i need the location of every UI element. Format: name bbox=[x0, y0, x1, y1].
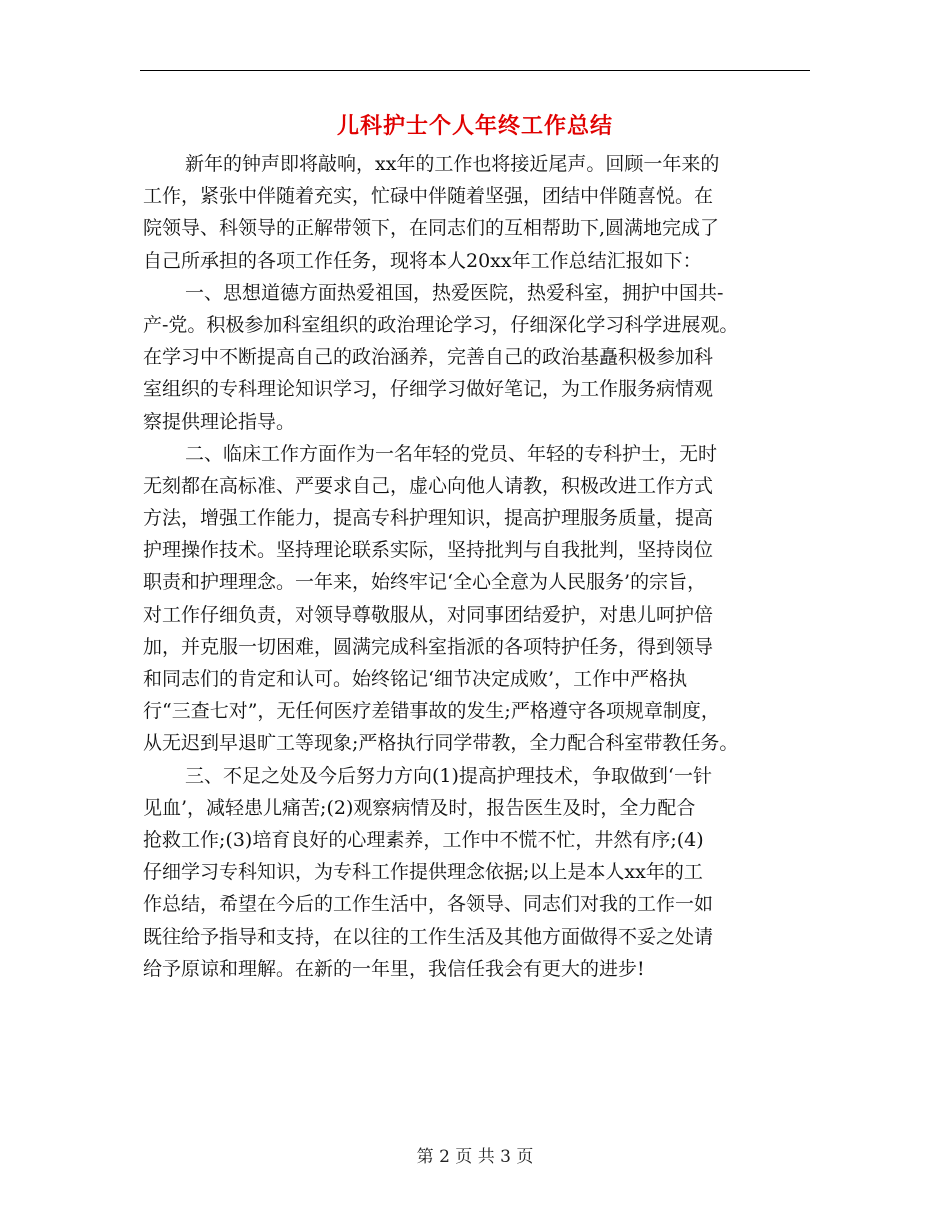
text-line: 仔细学习专科知识，为专科工作提供理念依据;以上是本人xx年的工 bbox=[143, 861, 703, 884]
document-title: 儿科护士个人年终工作总结 bbox=[336, 113, 613, 139]
text-line: 无刻都在高标准、严要求自己，虚心向他人请教，积极改进工作方式 bbox=[143, 474, 714, 497]
text-line: 给予原谅和理解。在新的一年里，我信任我会有更大的进步! bbox=[143, 957, 645, 980]
header-rule bbox=[140, 70, 810, 71]
text-line: 二、临床工作方面作为一名年轻的党员、年轻的专科护士，无时 bbox=[185, 442, 718, 465]
text-line: 察提供理论指导。 bbox=[143, 410, 296, 433]
text-line: 抢救工作;(3)培育良好的心理素养，工作中不慌不忙，井然有序;(4) bbox=[143, 828, 704, 851]
text-line: 室组织的专科理论知识学习，仔细学习做好笔记，为工作服务病情观 bbox=[143, 378, 714, 401]
document-body bbox=[143, 148, 811, 985]
text-line: 见血’，减轻患儿痛苦;(2)观察病情及时，报告医生及时，全力配合 bbox=[143, 796, 696, 819]
text-line: 新年的钟声即将敲响，xx年的工作也将接近尾声。回顾一年来的 bbox=[185, 153, 720, 175]
text-line: 职责和护理理念。一年来，始终牢记‘全心全意为人民服务’的宗旨， bbox=[143, 571, 707, 594]
text-line: 自己所承担的各项工作任务，现将本人20xx年工作总结汇报如下： bbox=[143, 249, 702, 272]
text-line: 对工作仔细负责，对领导尊敬服从，对同事团结爱护，对患儿呵护倍 bbox=[143, 603, 714, 626]
page-footer: 第 2 页 共 3 页 bbox=[416, 1147, 534, 1167]
text-line: 从无迟到早退旷工等现象;严格执行同学带教，全力配合科室带教任务。 bbox=[143, 732, 739, 755]
text-line: 既往给予指导和支持，在以往的工作生活及其他方面做得不妥之处请 bbox=[143, 925, 714, 948]
text-line: 行“三查七对”，无任何医疗差错事故的发生;严格遵守各项规章制度， bbox=[143, 700, 720, 723]
text-line: 院领导、科领导的正解带领下，在同志们的互相帮助下,圆满地完成了 bbox=[143, 217, 720, 240]
text-line: 一、思想道德方面热爱祖国，热爱医院，热爱科室，拥护中国共- bbox=[185, 281, 724, 304]
text-line: 工作，紧张中伴随着充实，忙碌中伴随着坚强，团结中伴随喜悦。在 bbox=[143, 185, 714, 208]
text-line: 护理操作技术。坚持理论联系实际，坚持批判与自我批判，坚持岗位 bbox=[143, 539, 714, 562]
text-line: 加，并克服一切困难，圆满完成科室指派的各项特护任务，得到领导 bbox=[143, 635, 714, 658]
text-line: 在学习中不断提高自己的政治涵养，完善自己的政治基矗积极参加科 bbox=[143, 346, 714, 369]
text-line: 方法，增强工作能力，提高专科护理知识，提高护理服务质量，提高 bbox=[143, 507, 714, 530]
text-line: 产-党。积极参加科室组织的政治理论学习，仔细深化学习科学进展观。 bbox=[143, 313, 739, 336]
text-line: 和同志们的肯定和认可。始终铭记‘细节决定成败’，工作中严格执 bbox=[143, 668, 688, 690]
text-line: 三、不足之处及今后努力方向(1)提高护理技术，争取做到‘一针 bbox=[185, 764, 712, 787]
text-line: 作总结，希望在今后的工作生活中，各领导、同志们对我的工作一如 bbox=[143, 893, 714, 916]
